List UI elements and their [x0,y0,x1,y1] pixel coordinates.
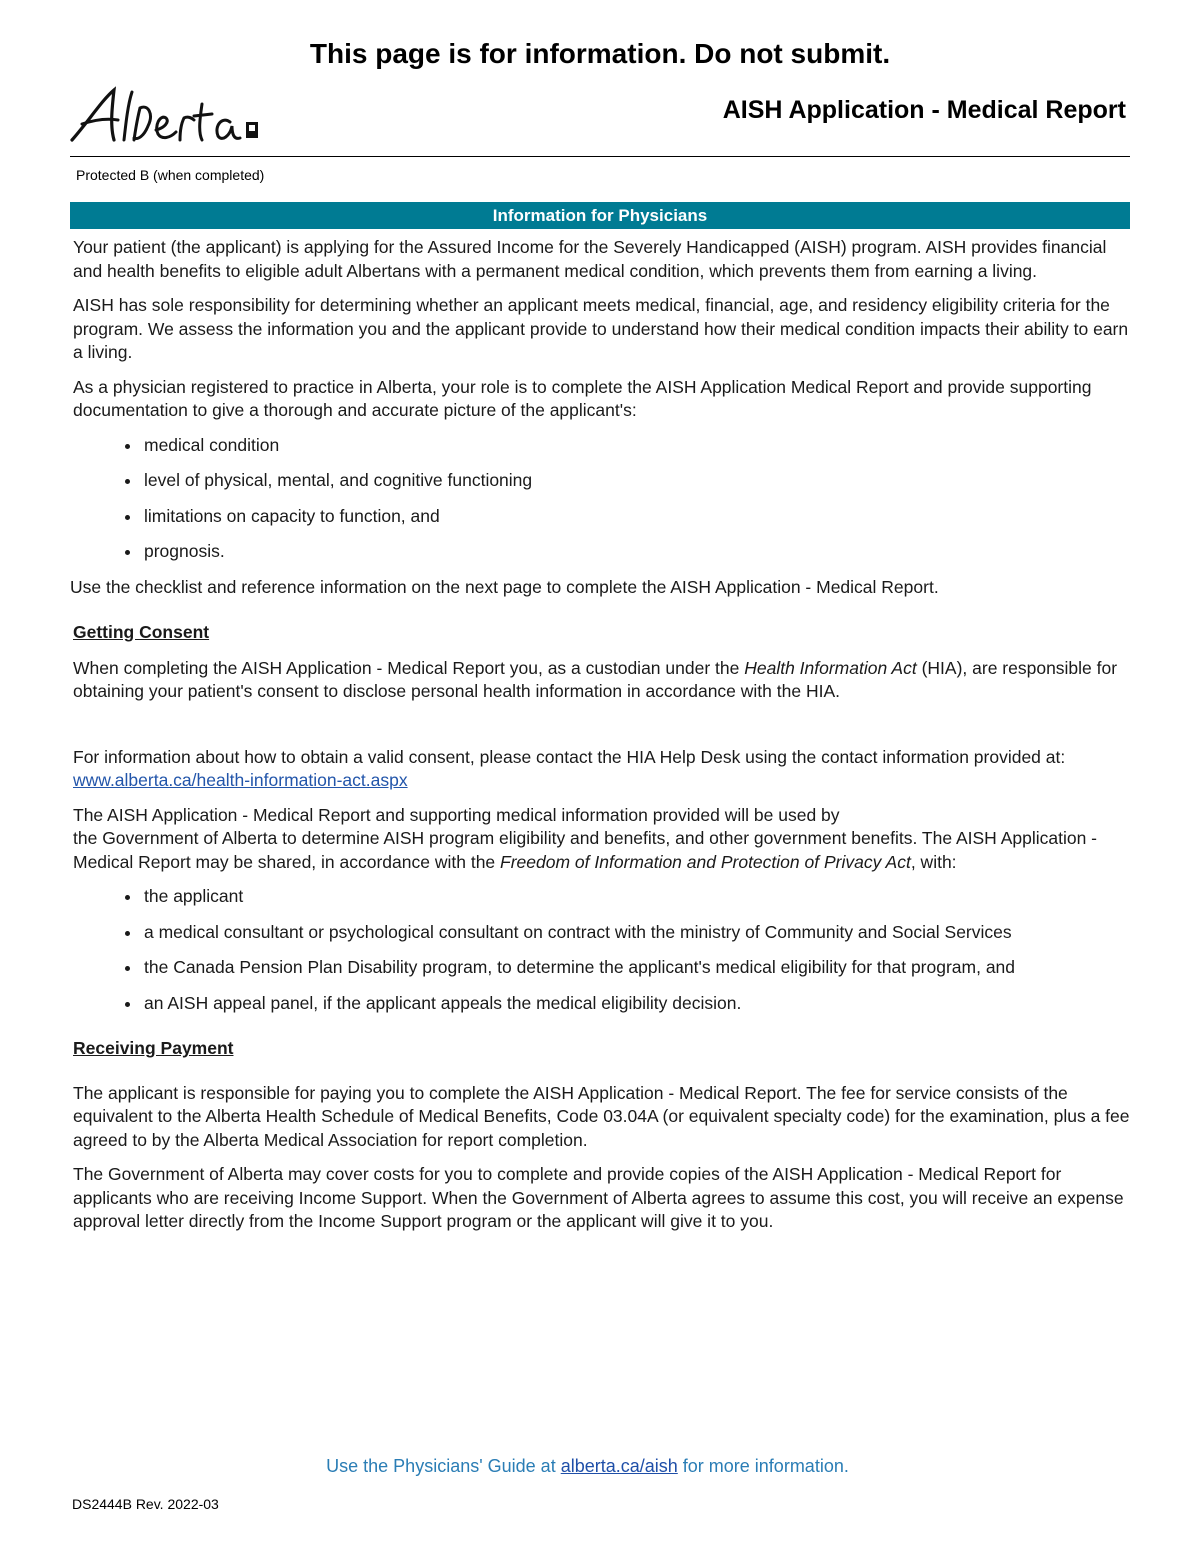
aish-link[interactable]: alberta.ca/aish [560,1456,678,1476]
list-item: an AISH appeal panel, if the applicant appeals the medical eligibility decision. [144,992,1133,1016]
applicant-info-list [73,434,1133,564]
list-item: level of physical, mental, and cognitive functioning [144,469,1133,493]
list-item: prognosis. [144,540,1133,564]
hia-link[interactable]: www.alberta.ca/health-information-act.aspx [73,770,408,790]
list-item: a medical consultant or psychological consultant on contract with the ministry of Community and Social Services [144,921,1133,945]
consent-paragraph-2: For information about how to obtain a valid consent, please contact the HIA Help Desk using the contact information provided at: www.alberta.ca/health-information-act.aspx [73,746,1066,790]
payment-paragraph-1: The applicant is responsible for paying you to complete the AISH Application - Medical Report. The fee for service consists of the equivalent to the Alberta Health Schedule of Medical Benefits, Code 03.04A (or equivalent specialty code) for the examination, plus a fee agreed to by the Alberta Medical Association for report completion. [73,1082,1130,1150]
do-not-submit-notice: This page is for information. Do not submit. [309,38,891,69]
section-banner: Information for Physicians [70,202,1130,229]
alberta-logo [68,82,268,148]
consent-paragraph-1: When completing the AISH Application - Medical Report you, as a custodian under the Health Information Act (HIA), are responsible for obtaining your patient's consent to disclose personal health information in accordance with the HIA. [73,657,1118,701]
physicians-guide-note: Use the Physicians' Guide at alberta.ca/aish for more information. [326,1456,849,1476]
protected-label: Protected B (when completed) [76,167,265,183]
form-title: AISH Application - Medical Report [722,96,1126,124]
list-item: limitations on capacity to function, and [144,505,1133,529]
consent-paragraph-3: The AISH Application - Medical Report and supporting medical information provided will be used by the Government of Alberta to determine AISH program eligibility and benefits, and other government benefits. The AISH Application - Medical Report may be shared, in accordance with the Freedom of Information and Protection of Privacy Act, with: [73,804,1098,872]
list-item: the applicant [144,885,1133,909]
list-item: medical condition [144,434,1133,458]
payment-heading: Receiving Payment [73,1038,234,1058]
list-item: the Canada Pension Plan Disability program, to determine the applicant's medical eligibility for that program, and [144,956,1133,980]
payment-paragraph-2: The Government of Alberta may cover costs for you to complete and provide copies of the AISH Application - Medical Report for applicants who are receiving Income Support. When the Government of Alberta agrees to assume this cost, you will receive an expense approval letter directly from the Income Support program or the applicant will give it to you. [73,1164,1124,1231]
sharing-list [73,885,1133,1015]
act-name: Freedom of Information and Protection of Privacy Act [500,851,911,872]
document-body [70,236,1133,1245]
consent-heading: Getting Consent [73,622,210,642]
form-code: DS2444B Rev. 2022-03 [72,1496,219,1512]
intro-paragraph-4: Use the checklist and reference information on the next page to complete the AISH Application - Medical Report. [70,576,939,597]
intro-paragraph-1: Your patient (the applicant) is applying for the Assured Income for the Severely Handicapped (AISH) program. AISH provides financial and health benefits to eligible adult Albertans with a permanent medical condition, which prevents them from earning a living. [73,237,1107,281]
intro-paragraph-2: AISH has sole responsibility for determining whether an applicant meets medical, financial, age, and residency eligibility criteria for the program. We assess the information you and the applicant provide to understand how their medical condition impacts their ability to earn a living. [73,295,1129,362]
intro-paragraph-3: As a physician registered to practice in Alberta, your role is to complete the AISH Application Medical Report and provide supporting documentation to give a thorough and accurate picture of the applicant's: [73,376,1092,420]
header-divider [70,156,1130,157]
act-name: Health Information Act [744,657,917,678]
